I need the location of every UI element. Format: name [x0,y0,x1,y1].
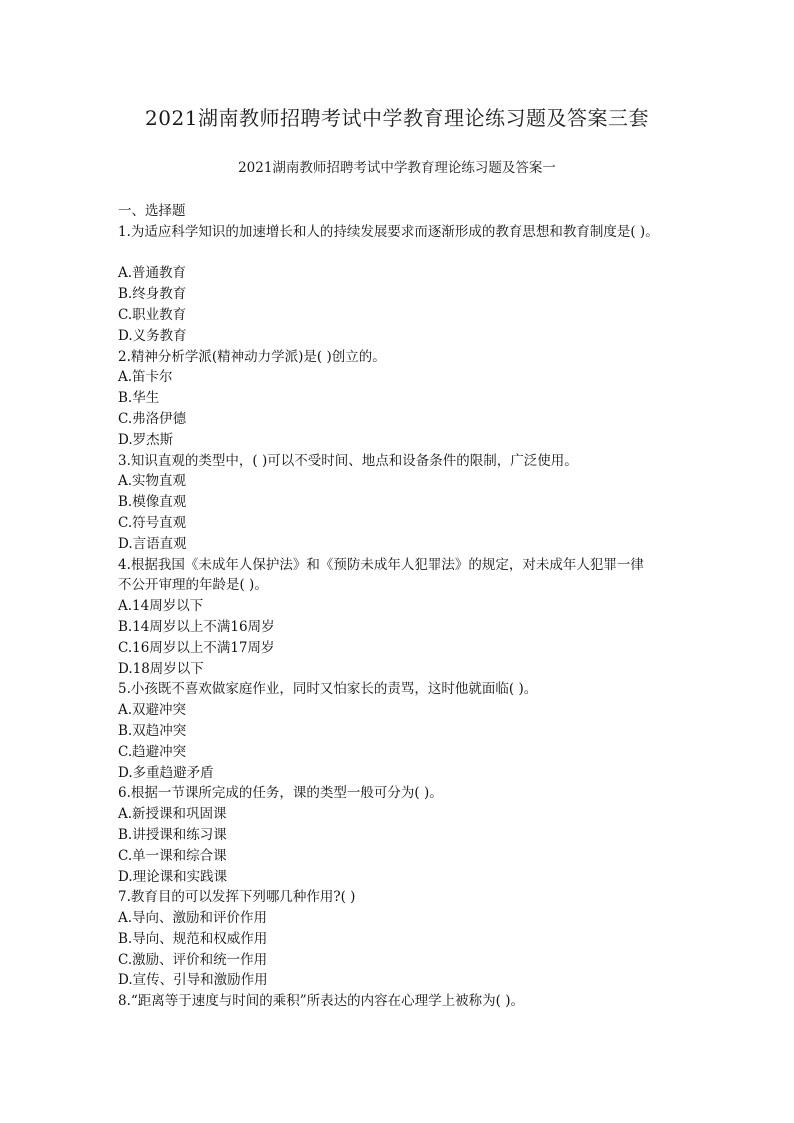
question-stem: 1.为适应科学知识的加速增长和人的持续发展要求而逐渐形成的教育思想和教育制度是( )。 [118,223,659,240]
question-stem: 5.小孩既不喜欢做家庭作业，同时又怕家长的责骂，这时他就面临( )。 [118,681,538,698]
question-stem: 4.根据我国《未成年人保护法》和《预防未成年人犯罪法》的规定，对未成年人犯罪一律 [118,556,644,573]
question-stem: 2.精神分析学派(精神动力学派)是( )创立的。 [118,348,386,365]
answer-option: A.笛卡尔 [118,369,173,386]
answer-option: C.符号直观 [118,514,187,531]
answer-option: C.单一课和综合课 [118,847,227,864]
answer-option: A.普通教育 [118,265,187,282]
question-stem-continuation: 不公开审理的年龄是( )。 [118,577,268,594]
answer-option: C.职业教育 [118,306,187,323]
answer-option: D.18周岁以下 [118,660,204,677]
question-list [118,201,698,1012]
answer-option: B.导向、规范和权威作用 [118,930,268,947]
blank-line [118,243,698,264]
answer-option: C.弗洛伊德 [118,410,187,427]
answer-option: B.华生 [118,390,160,407]
answer-option: C.16周岁以上不满17周岁 [118,639,275,656]
answer-option: D.罗杰斯 [118,431,174,448]
answer-option: B.讲授课和练习课 [118,826,227,843]
answer-option: A.新授课和巩固课 [118,806,227,823]
answer-option: A.14周岁以下 [118,598,204,615]
answer-option: C.激励、评价和统一作用 [118,951,268,968]
answer-option: A.导向、激励和评价作用 [118,910,268,927]
answer-option: A.双避冲突 [118,702,187,719]
answer-option: D.理论课和实践课 [118,868,228,885]
question-stem: 8.“距离等于速度与时间的乘积”所表达的内容在心理学上被称为( )。 [118,993,525,1010]
question-stem: 7.教育目的可以发挥下列哪几种作用?( ) [118,889,356,906]
answer-option: A.实物直观 [118,473,187,490]
document-subtitle: 2021湖南教师招聘考试中学教育理论练习题及答案一 [238,160,556,176]
answer-option: B.14周岁以上不满16周岁 [118,618,275,635]
document-title: 2021湖南教师招聘考试中学教育理论练习题及答案三套 [145,106,649,130]
answer-option: D.宣传、引导和激励作用 [118,972,268,989]
answer-option: D.言语直观 [118,535,187,552]
answer-option: B.终身教育 [118,286,187,303]
question-stem: 3.知识直观的类型中，( )可以不受时间、地点和设备条件的限制，广泛使用。 [118,452,578,469]
answer-option: D.义务教育 [118,327,187,344]
answer-option: C.趋避冲突 [118,743,187,760]
section-heading: 一、选择题 [118,203,186,219]
answer-option: D.多重趋避矛盾 [118,764,214,781]
answer-option: B.模像直观 [118,494,187,511]
question-stem: 6.根据一节课所完成的任务，课的类型一般可分为( )。 [118,785,443,802]
answer-option: B.双趋冲突 [118,722,187,739]
